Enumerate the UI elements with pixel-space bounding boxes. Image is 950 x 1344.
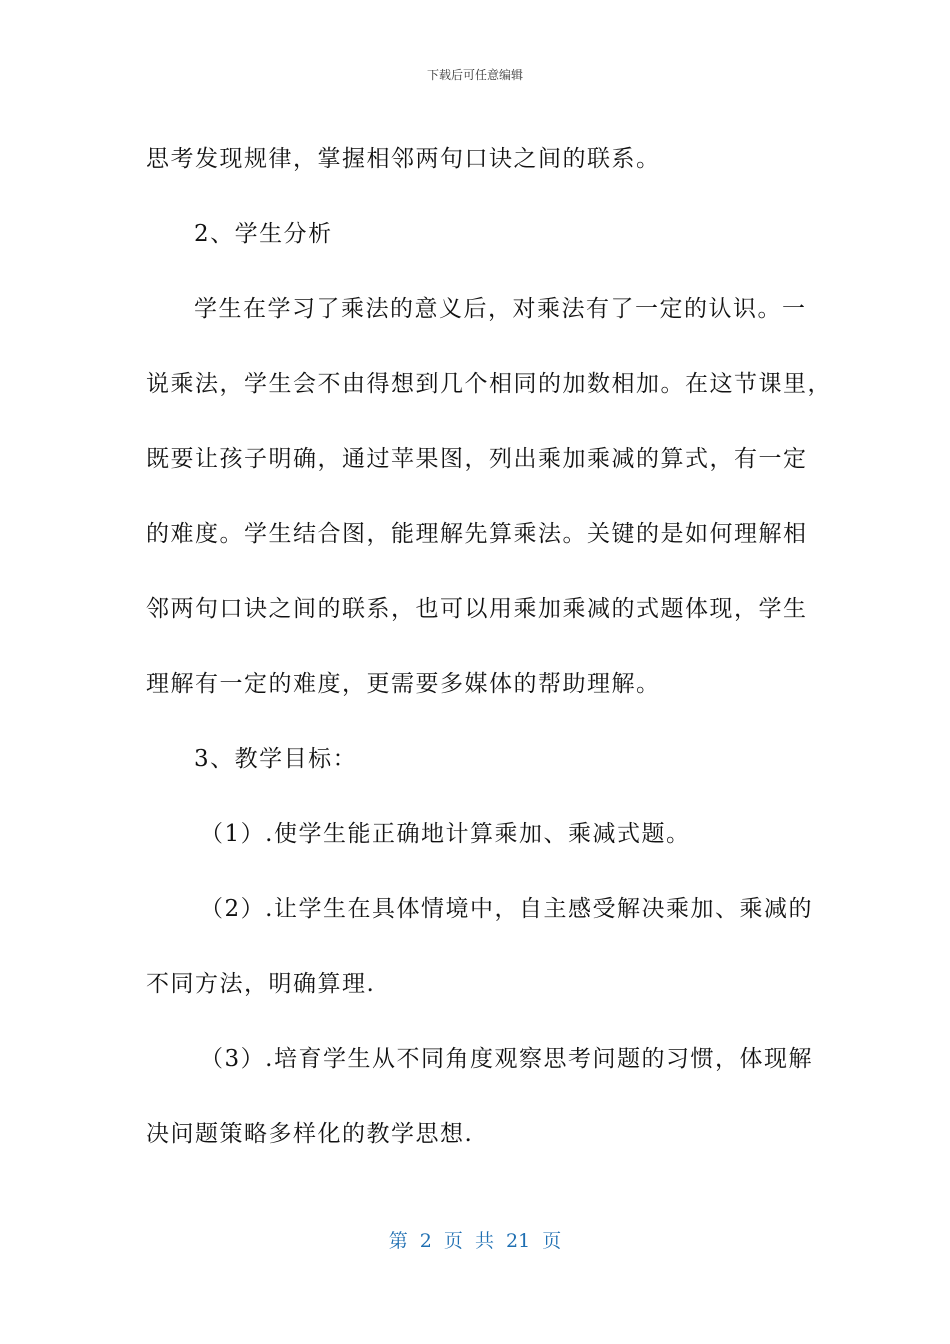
text-line: 邻两句口诀之间的联系，也可以用乘加乘减的式题体现，学生	[146, 596, 808, 622]
section-heading: 3、教学目标：	[194, 746, 358, 772]
text-line: 学生在学习了乘法的意义后，对乘法有了一定的认识。一	[194, 296, 807, 322]
text-line: 说乘法，学生会不由得想到几个相同的加数相加。在这节课里，	[146, 371, 832, 397]
text-line: 既要让孩子明确，通过苹果图，列出乘加乘减的算式，有一定	[146, 446, 808, 472]
text-line: 思考发现规律，掌握相邻两句口诀之间的联系。	[146, 146, 661, 172]
section-heading: 2、学生分析	[194, 221, 333, 247]
page-header: 下载后可任意编辑	[426, 68, 523, 82]
text-line: 不同方法，明确算理.	[146, 971, 376, 997]
list-item: （3）.培育学生从不同角度观察思考问题的习惯，体现解	[200, 1046, 813, 1072]
list-item: （1）.使学生能正确地计算乘加、乘减式题。	[200, 821, 691, 847]
list-item: （2）.让学生在具体情境中，自主感受解决乘加、乘减的	[200, 896, 813, 922]
document-body	[146, 122, 832, 1172]
text-line: 决问题策略多样化的教学思想.	[146, 1121, 474, 1147]
text-line: 理解有一定的难度，更需要多媒体的帮助理解。	[146, 671, 661, 697]
page-number: 第 2 页 共 21 页	[388, 1230, 562, 1252]
text-line: 的难度。学生结合图，能理解先算乘法。关键的是如何理解相	[146, 521, 808, 547]
